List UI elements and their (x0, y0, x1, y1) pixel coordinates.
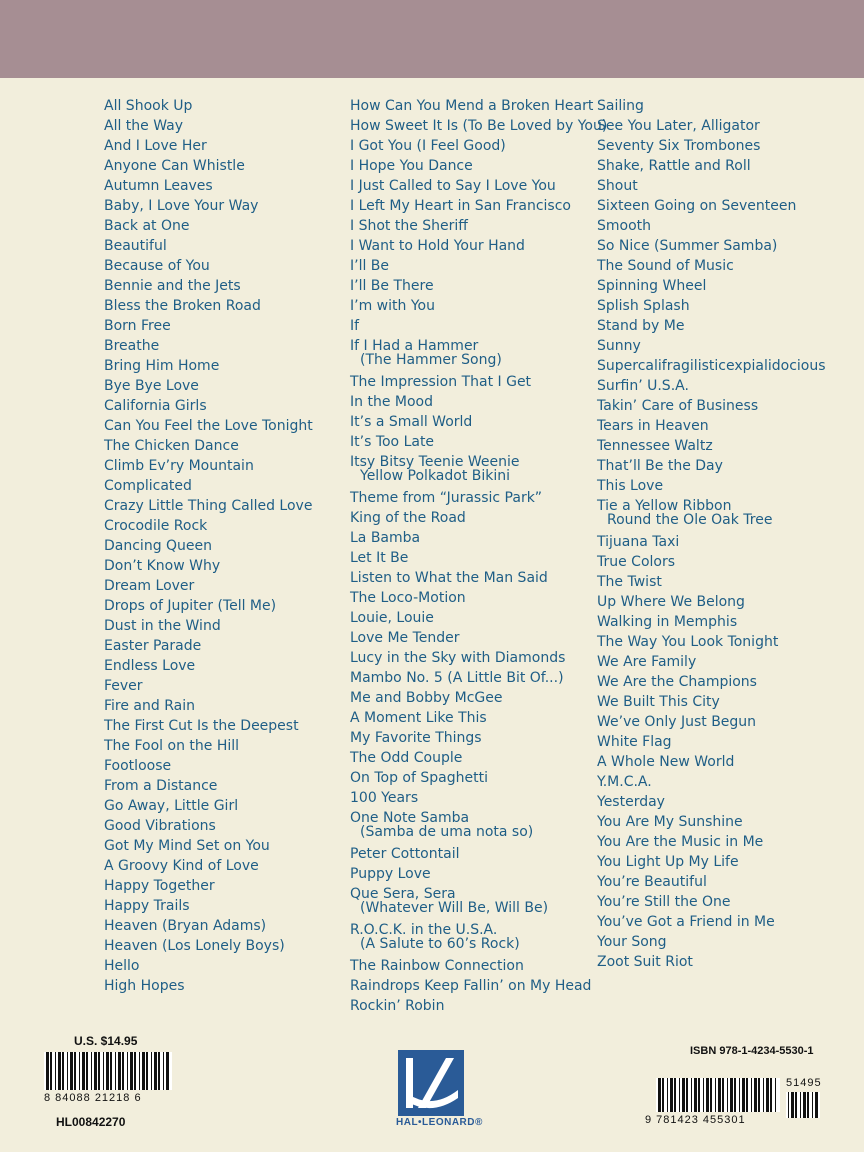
song-title: Happy Together (104, 878, 215, 894)
upc-barcode (44, 1052, 172, 1090)
song-column-3 (597, 96, 826, 972)
price-barcode (786, 1092, 820, 1118)
song-title: Zoot Suit Riot (597, 954, 693, 970)
song-title: White Flag (597, 734, 672, 750)
song-title: See You Later, Alligator (597, 118, 760, 134)
song-title: Lucy in the Sky with Diamonds (350, 650, 566, 666)
song-title: I Got You (I Feel Good) (350, 138, 506, 154)
song-title: In the Mood (350, 394, 433, 410)
song-title: You Are My Sunshine (597, 814, 743, 830)
song-title: If (350, 318, 360, 334)
song-title: All Shook Up (104, 98, 193, 114)
song-title: The Odd Couple (350, 750, 463, 766)
song-title: A Whole New World (597, 754, 735, 770)
song-title: Let It Be (350, 550, 409, 566)
song-title: Heaven (Los Lonely Boys) (104, 938, 285, 954)
song-title: Up Where We Belong (597, 594, 745, 610)
song-title: Sailing (597, 98, 644, 114)
song-title: I’ll Be There (350, 278, 434, 294)
song-title: We Built This City (597, 694, 720, 710)
song-title: Climb Ev’ry Mountain (104, 458, 254, 474)
song-title: Happy Trails (104, 898, 190, 914)
item-number: HL00842270 (56, 1115, 126, 1129)
song-title: Walking in Memphis (597, 614, 738, 630)
song-title: Listen to What the Man Said (350, 570, 548, 586)
song-title: My Favorite Things (350, 730, 482, 746)
song-title: Surfin’ U.S.A. (597, 378, 689, 394)
song-title: You’ve Got a Friend in Me (597, 914, 775, 930)
isbn-digits: 9 781423 455301 (645, 1114, 746, 1126)
song-title: And I Love Her (104, 138, 207, 154)
hal-leonard-logo-icon (398, 1050, 464, 1116)
song-title: Hello (104, 958, 140, 974)
song-title: You’re Still the One (597, 894, 731, 910)
song-title: One Note Samba (Samba de uma nota so) (350, 810, 534, 840)
song-title: I Hope You Dance (350, 158, 473, 174)
top-color-band (0, 0, 864, 78)
song-title: Shake, Rattle and Roll (597, 158, 751, 174)
song-title: Love Me Tender (350, 630, 460, 646)
song-title: California Girls (104, 398, 207, 414)
song-title: We’ve Only Just Begun (597, 714, 757, 730)
song-title: Smooth (597, 218, 652, 234)
song-title: The Loco-Motion (350, 590, 466, 606)
song-title: R.O.C.K. in the U.S.A. (A Salute to 60’s Rock) (350, 922, 520, 952)
song-title: Yesterday (597, 794, 665, 810)
song-title: This Love (597, 478, 664, 494)
song-title: Peter Cottontail (350, 846, 460, 862)
song-title: Theme from “Jurassic Park” (350, 490, 543, 506)
song-title: High Hopes (104, 978, 185, 994)
song-title: The Impression That I Get (350, 374, 532, 390)
song-title: The First Cut Is the Deepest (104, 718, 299, 734)
song-title: Mambo No. 5 (A Little Bit Of...) (350, 670, 564, 686)
song-title: Baby, I Love Your Way (104, 198, 259, 214)
song-title: Tears in Heaven (597, 418, 709, 434)
song-title: Sunny (597, 338, 641, 354)
song-title: Stand by Me (597, 318, 685, 334)
song-title: We Are Family (597, 654, 697, 670)
song-title: A Groovy Kind of Love (104, 858, 259, 874)
song-title: Rockin’ Robin (350, 998, 445, 1014)
song-title: That’ll Be the Day (597, 458, 723, 474)
song-title: Tie a Yellow Ribbon Round the Ole Oak Tree (597, 498, 773, 528)
song-title: Got My Mind Set on You (104, 838, 270, 854)
song-title: Heaven (Bryan Adams) (104, 918, 267, 934)
song-title: It’s a Small World (350, 414, 473, 430)
song-column-2 (350, 96, 607, 1016)
song-title: Dust in the Wind (104, 618, 221, 634)
song-title: Back at One (104, 218, 190, 234)
song-title: Good Vibrations (104, 818, 216, 834)
song-title: True Colors (597, 554, 676, 570)
song-title: How Can You Mend a Broken Heart (350, 98, 594, 114)
song-title: Easter Parade (104, 638, 202, 654)
isbn-label: ISBN 978-1-4234-5530-1 (690, 1045, 814, 1057)
song-title: I Left My Heart in San Francisco (350, 198, 571, 214)
song-title: Bennie and the Jets (104, 278, 241, 294)
song-title: We Are the Champions (597, 674, 757, 690)
song-title: You Light Up My Life (597, 854, 739, 870)
song-title: Endless Love (104, 658, 196, 674)
song-title: The Twist (597, 574, 662, 590)
song-title: King of the Road (350, 510, 466, 526)
song-title: Because of You (104, 258, 210, 274)
song-title: I’ll Be (350, 258, 390, 274)
song-title: Louie, Louie (350, 610, 434, 626)
song-title: If I Had a Hammer (The Hammer Song) (350, 338, 502, 368)
song-column-1 (104, 96, 313, 996)
song-title: I Shot the Sheriff (350, 218, 468, 234)
song-title: Takin’ Care of Business (597, 398, 759, 414)
song-title: The Way You Look Tonight (597, 634, 779, 650)
song-title: La Bamba (350, 530, 421, 546)
song-title: I Just Called to Say I Love You (350, 178, 556, 194)
song-title: It’s Too Late (350, 434, 435, 450)
song-title: Drops of Jupiter (Tell Me) (104, 598, 277, 614)
song-title: Crazy Little Thing Called Love (104, 498, 313, 514)
song-title: Anyone Can Whistle (104, 158, 245, 174)
upc-digits: 8 84088 21218 6 (44, 1092, 142, 1104)
song-title: Beautiful (104, 238, 167, 254)
song-title: Born Free (104, 318, 171, 334)
song-title: Raindrops Keep Fallin’ on My Head (350, 978, 592, 994)
song-title: Bye Bye Love (104, 378, 199, 394)
song-title: Puppy Love (350, 866, 431, 882)
song-title: Go Away, Little Girl (104, 798, 239, 814)
song-title: Crocodile Rock (104, 518, 208, 534)
song-title: Bless the Broken Road (104, 298, 261, 314)
song-title: All the Way (104, 118, 184, 134)
song-title: Complicated (104, 478, 192, 494)
song-title: Supercalifragilisticexpialidocious (597, 358, 826, 374)
song-title: Fever (104, 678, 143, 694)
song-title: Can You Feel the Love Tonight (104, 418, 313, 434)
song-title: 100 Years (350, 790, 419, 806)
song-title: Shout (597, 178, 638, 194)
song-title: The Fool on the Hill (104, 738, 240, 754)
song-title: Don’t Know Why (104, 558, 221, 574)
song-title: How Sweet It Is (To Be Loved by You) (350, 118, 608, 134)
song-title: You Are the Music in Me (597, 834, 764, 850)
song-title: Your Song (597, 934, 667, 950)
song-title: From a Distance (104, 778, 218, 794)
song-title: Tennessee Waltz (597, 438, 713, 454)
song-title: Itsy Bitsy Teenie Weenie Yellow Polkadot Bikini (350, 454, 520, 484)
price-label: U.S. $14.95 (74, 1034, 138, 1048)
song-title: Dancing Queen (104, 538, 213, 554)
song-title: Y.M.C.A. (597, 774, 652, 790)
song-title: Splish Splash (597, 298, 690, 314)
song-title: A Moment Like This (350, 710, 487, 726)
song-title: I Want to Hold Your Hand (350, 238, 525, 254)
song-title: Spinning Wheel (597, 278, 707, 294)
song-title: So Nice (Summer Samba) (597, 238, 778, 254)
song-title: Dream Lover (104, 578, 195, 594)
song-title: The Sound of Music (597, 258, 734, 274)
song-title: Bring Him Home (104, 358, 220, 374)
song-title: I’m with You (350, 298, 435, 314)
price-code-digits: 51495 (786, 1077, 822, 1089)
song-title: Autumn Leaves (104, 178, 213, 194)
song-title: Tijuana Taxi (597, 534, 680, 550)
song-title: Breathe (104, 338, 160, 354)
song-title: Fire and Rain (104, 698, 195, 714)
song-title: Sixteen Going on Seventeen (597, 198, 797, 214)
publisher-logo-text: HAL•LEONARD® (396, 1117, 483, 1128)
song-title: The Rainbow Connection (350, 958, 524, 974)
song-title: On Top of Spaghetti (350, 770, 488, 786)
song-title: Seventy Six Trombones (597, 138, 761, 154)
song-title: Que Sera, Sera (Whatever Will Be, Will Be) (350, 886, 549, 916)
song-title: Me and Bobby McGee (350, 690, 503, 706)
isbn-barcode (656, 1078, 780, 1112)
song-title: You’re Beautiful (597, 874, 707, 890)
song-title: The Chicken Dance (104, 438, 239, 454)
song-title: Footloose (104, 758, 172, 774)
